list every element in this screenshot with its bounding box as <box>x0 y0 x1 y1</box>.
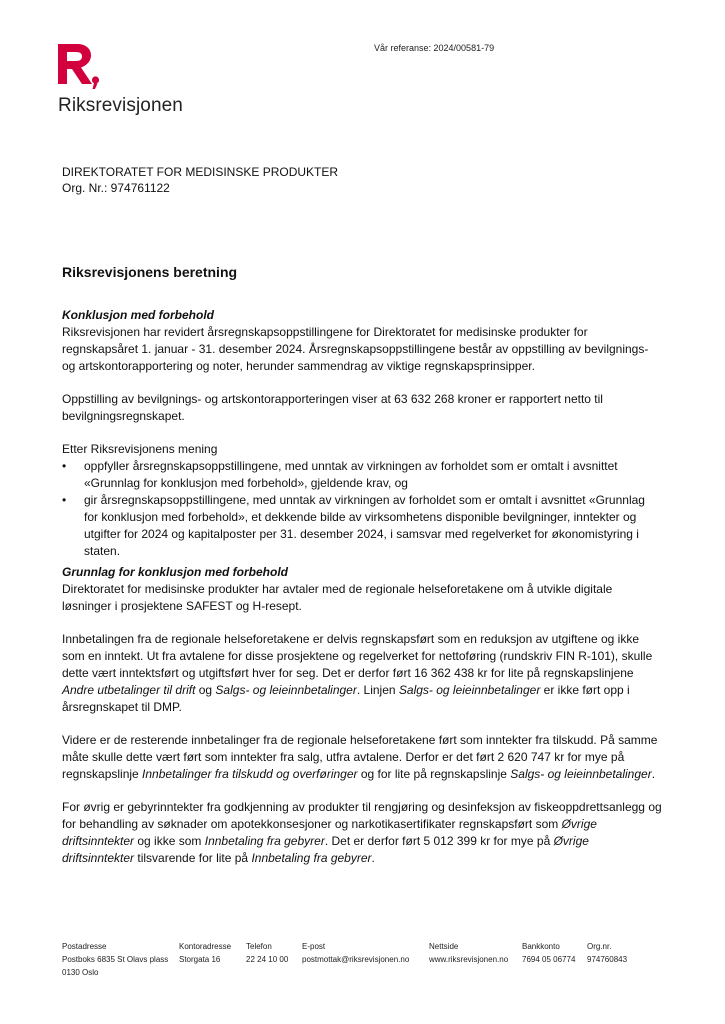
account-line-name: Salgs- og leieinnbetalinger <box>215 683 357 697</box>
footer-orgnr <box>587 940 627 966</box>
reference-number: Vår referanse: 2024/00581-79 <box>374 43 495 53</box>
footer-telefon <box>246 940 288 966</box>
konklusjon-paragraph-3: Etter Riksrevisjonens mening <box>62 442 218 456</box>
footer-value: 7694 05 06774 <box>522 955 576 964</box>
report-body <box>62 264 662 883</box>
footer-value: 0130 Oslo <box>62 968 99 977</box>
footer-epost <box>302 940 409 966</box>
konklusjon-paragraph-1: Riksrevisjonen har revidert årsregnskapsoppstillingene for Direktoratet for medisinske produkter for regnskapsåret 1. januar - 31. desember 2024. Årsregnskapsoppstillingene består av oppstilling av bevilgnings- og artskontorapportering og noter, herunder sammendrag av viktige regnskapsprinsipper. <box>62 325 649 373</box>
report-title: Riksrevisjonens beretning <box>62 264 238 280</box>
text-run: Innbetalingen fra de regionale helseforetakene er delvis regnskapsført som en reduksjon av utgiftene og ikke som en inntekt. Ut fra avtalene for disse prosjektene og regelverket for nettoføring (rundskriv FIN R-101), skulle dette vært inntektsført og utgiftsført hver for seg. Det er derfor ført 16 362 438 kr for lite på regnskapslinjene <box>62 632 653 680</box>
text-run: . <box>371 851 375 865</box>
text-run: . Linjen <box>356 683 399 697</box>
footer-bankkonto <box>522 940 575 966</box>
recipient-org-nr: Org. Nr.: 974761122 <box>62 181 170 195</box>
konklusjon-paragraph-2: Oppstilling av bevilgnings- og artskontorapporteringen viser at 63 632 268 kroner er rapportert netto til bevilgningsregnskapet. <box>62 392 603 423</box>
text-run: er ikke ført opp i årsregnskapet til DMP. <box>62 683 630 714</box>
footer-website-link[interactable]: www.riksrevisjonen.no <box>429 955 509 964</box>
footer-value: 22 24 10 00 <box>246 955 289 964</box>
footer-value: Postboks 6835 St Olavs plass <box>62 955 169 964</box>
recipient-block <box>62 164 338 196</box>
footer-label: Org.nr. <box>587 942 612 951</box>
grunnlag-paragraph-3 <box>62 732 662 783</box>
section-heading-konklusjon: Konklusjon med forbehold <box>62 308 214 322</box>
account-line-name: Salgs- og leieinnbetalinger <box>510 767 652 781</box>
account-line-name: Innbetaling fra gebyrer <box>204 834 325 848</box>
text-run: . <box>651 767 656 781</box>
logo-r-mark-icon <box>58 42 102 92</box>
text-run: tilsvarende for lite på <box>134 851 252 865</box>
grunnlag-paragraph-1: Direktoratet for medisinske produkter har avtaler med de regionale helseforetakene om å utvikle digitale løsninger i prosjektene SAFEST og H-resept. <box>62 582 613 613</box>
account-line-name: Salgs- og leieinnbetalinger <box>398 683 541 697</box>
text-run: og for lite på regnskapslinje <box>357 767 511 781</box>
section-heading-grunnlag: Grunnlag for konklusjon med forbehold <box>62 565 289 579</box>
text-run: . Det er derfor ført 5 012 399 kr for mye på <box>324 834 554 848</box>
account-line-name: Øvrige driftsinntekter <box>62 834 589 865</box>
footer-email-link[interactable]: postmottak@riksrevisjonen.no <box>302 955 410 964</box>
footer-value: 974760843 <box>587 955 628 964</box>
account-line-name: Innbetalinger fra tilskudd og overføringer <box>142 767 358 781</box>
text-run: og <box>195 683 216 697</box>
opinion-bullet-1: • oppfyller årsregnskapsoppstillingene, med unntak av virkningen av forholdet som er omtalt i avsnittet «Grunnlag for konklusjon med forbehold», gjeldende krav, og <box>62 458 662 492</box>
opinion-bullet-2: • gir årsregnskapsoppstillingene, med unntak av virkningen av forholdet som er omtalt i avsnittet «Grunnlag for konklusjon med forbehold», et dekkende bilde av virksomhetens disponible bevilgninger, inntekter og utgifter for 2024 og kapitalposter per 31. desember 2024, i samsvar med regelverket for økonomistyring i staten. <box>62 492 662 560</box>
page-footer <box>62 940 662 980</box>
account-line-name: Innbetaling fra gebyrer <box>251 851 372 865</box>
grunnlag-paragraph-2 <box>62 631 662 716</box>
text-run: og ikke som <box>134 834 205 848</box>
opinion-bullet-list <box>62 458 662 560</box>
footer-postadresse <box>62 940 168 979</box>
footer-label: Bankkonto <box>522 942 560 951</box>
footer-kontoradresse <box>179 940 231 966</box>
account-line-name: Andre utbetalinger til drift <box>62 683 196 697</box>
footer-label: Telefon <box>246 942 272 951</box>
footer-label: E-post <box>302 942 326 951</box>
recipient-name: DIREKTORATET FOR MEDISINSKE PRODUKTER <box>62 165 339 179</box>
text-run: Videre er de resterende innbetalinger fra de regionale helseforetakene ført som inntekter fra tilskudd. På samme måte skulle dette vært ført som inntekter fra salg, utfra avtalene. Derfor er det ført 2 620 747 kr for mye på regnskapslinje <box>62 733 658 781</box>
account-line-name: Øvrige driftsinntekter <box>62 817 597 848</box>
riksrevisjonen-logo <box>58 42 188 120</box>
grunnlag-paragraph-4 <box>62 799 662 867</box>
footer-nettside <box>429 940 508 966</box>
footer-label: Postadresse <box>62 942 107 951</box>
text-run: For øvrig er gebyrinntekter fra godkjenning av produkter til rengjøring og desinfeksjon av fiskeoppdrettsanlegg og for behandling av søknader om apotekkonsesjoner og narkotikasertifikater regnskapsført som <box>62 800 662 831</box>
footer-label: Kontoradresse <box>179 942 232 951</box>
footer-label: Nettside <box>429 942 459 951</box>
logo-wordmark: Riksrevisjonen <box>58 95 183 116</box>
footer-value: Storgata 16 <box>179 955 221 964</box>
